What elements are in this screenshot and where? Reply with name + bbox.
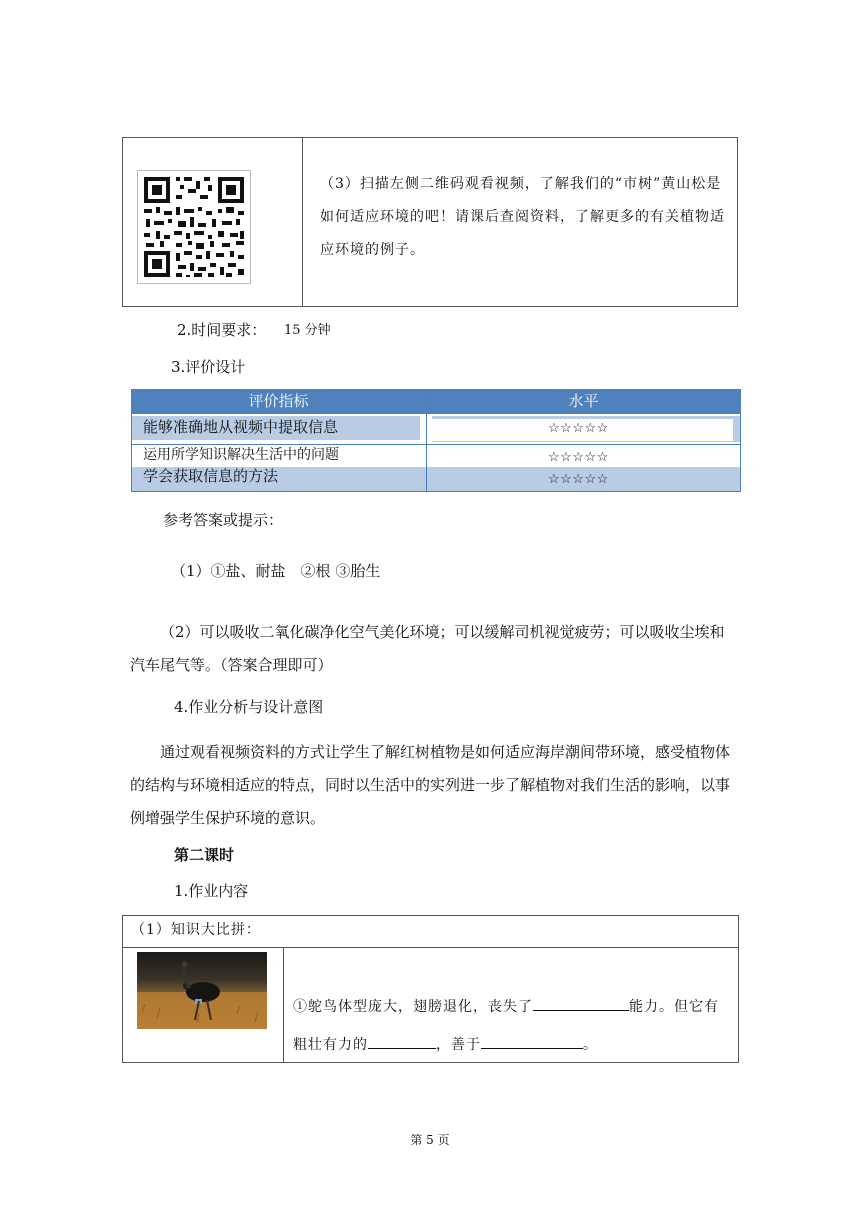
time-requirement-label: 2.时间要求： (177, 321, 267, 339)
ostrich-photo-icon (137, 952, 267, 1029)
table-divider (122, 947, 739, 948)
lesson-2-heading: 第二课时 (174, 846, 235, 864)
answer-blank-ability[interactable] (533, 996, 629, 1011)
qr-code-image[interactable] (137, 170, 251, 284)
question-text-part-3: ，善于 (436, 1037, 481, 1053)
eval-row-2-criterion: 运用所学知识解决生活中的问题 (143, 447, 339, 463)
table-divider (283, 947, 284, 1063)
eval-row-2-stars[interactable]: ☆☆☆☆☆ (548, 450, 609, 465)
qr-video-instruction: （3）扫描左侧二维码观看视频，了解我们的“市树”黄山松是如何适应环境的吧！请课后查阅资料，了解更多的有关植物适应环境的例子。 (320, 176, 725, 258)
answer-blank-skill[interactable] (481, 1034, 583, 1049)
qr-code-icon (138, 171, 250, 283)
answer-2: （2）可以吸收二氧化碳净化空气美化环境；可以缓解司机视觉疲劳；可以吸收尘埃和汽车尾气等。（答案合理即可） (130, 623, 725, 674)
question-text-part-4: 。 (583, 1037, 598, 1053)
eval-row-3-criterion: 学会获取信息的方法 (143, 467, 279, 485)
analysis-paragraph: 通过观看视频资料的方式让学生了解红树植物是如何适应海岸潮间带环境，感受植物体的结构与环境相适应的特点，同时以生活中的实列进一步了解植物对我们生活的影响，以事例增强学生保护环境的意识。 (130, 743, 731, 827)
ostrich-image (137, 952, 267, 1029)
eval-row-1-stars[interactable]: ☆☆☆☆☆ (548, 421, 609, 436)
answer-blank-body-part[interactable] (368, 1034, 436, 1049)
knowledge-question-1 (293, 988, 733, 1064)
answer-1: （1）①盐、耐盐 ②根 ③胎生 (171, 562, 381, 580)
table-divider (302, 137, 303, 307)
eval-design-heading: 3.评价设计 (171, 358, 246, 376)
time-requirement-value: 15 分钟 (284, 323, 331, 338)
eval-header-criterion: 评价指标 (248, 392, 309, 410)
answers-heading: 参考答案或提示： (163, 511, 284, 529)
eval-header-level: 水平 (568, 392, 599, 410)
eval-row-3-stars[interactable]: ☆☆☆☆☆ (548, 472, 609, 487)
eval-row-1-criterion: 能够准确地从视频中提取信息 (143, 418, 339, 436)
analysis-heading: 4.作业分析与设计意图 (174, 698, 324, 716)
homework-content-heading: 1.作业内容 (174, 882, 249, 900)
question-text-part-1: ①鸵鸟体型庞大，翅膀退化，丧失了 (293, 999, 533, 1015)
knowledge-table-title: （1）知识大比拼： (131, 922, 261, 938)
page-number: 第 5 页 (410, 1133, 450, 1147)
question-text-part-2: 能力。但它有粗壮有力的 (293, 999, 719, 1053)
